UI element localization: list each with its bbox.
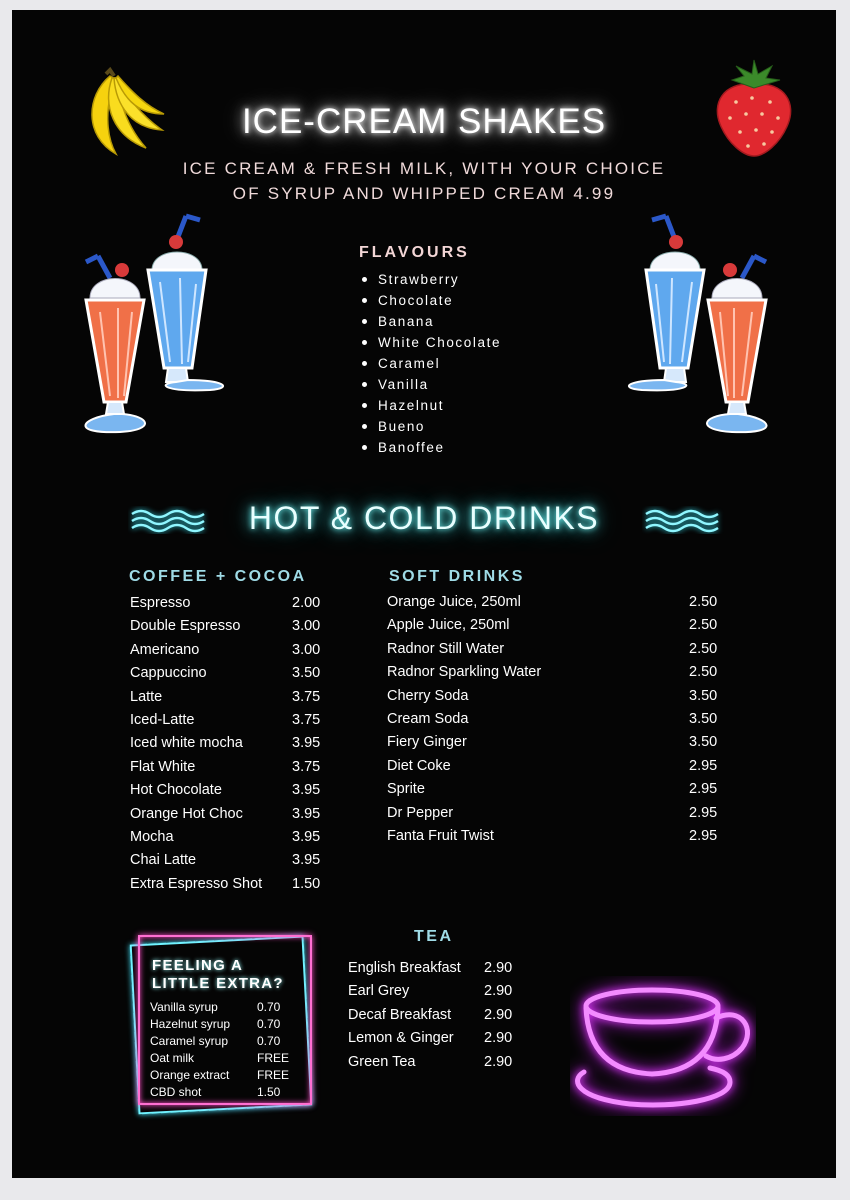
item-price: 3.75	[292, 688, 321, 705]
list-item	[130, 709, 330, 732]
coffee-list	[130, 592, 330, 902]
item-name: English Breakfast	[348, 960, 461, 976]
item-name: Fanta Fruit Twist	[387, 828, 494, 844]
item-price: 2.90	[484, 1053, 513, 1070]
list-item: White Chocolate	[360, 332, 501, 353]
item-price: 0.70	[257, 1000, 281, 1014]
list-item	[387, 778, 727, 801]
list-item: Strawberry	[360, 269, 501, 290]
list-item	[130, 826, 330, 849]
list-item	[150, 1033, 300, 1050]
list-item	[387, 591, 727, 614]
item-price: 3.00	[292, 618, 321, 635]
item-price: 2.90	[484, 1006, 513, 1023]
list-item	[130, 849, 330, 872]
item-price: 3.50	[689, 687, 718, 704]
item-name: Sprite	[387, 781, 425, 798]
item-price: 2.50	[689, 640, 718, 657]
item-price: 2.50	[689, 664, 718, 681]
item-price: 3.75	[292, 758, 321, 775]
neon-teacup-icon	[570, 976, 756, 1116]
subtitle-line-1: ICE CREAM & FRESH MILK, WITH YOUR CHOICE	[182, 159, 666, 178]
list-item	[387, 755, 727, 778]
item-price: 3.75	[292, 712, 321, 728]
item-name: Hazelnut syrup	[150, 1017, 231, 1031]
item-name: Oat milk	[150, 1051, 195, 1065]
shakes-subtitle	[12, 156, 836, 206]
item-price: 0.70	[257, 1034, 281, 1048]
item-name: Apple Juice, 250ml	[387, 617, 510, 634]
list-item	[150, 1067, 300, 1084]
subtitle-line-2: OF SYRUP AND WHIPPED CREAM 4.99	[232, 184, 616, 203]
item-price: 2.95	[689, 828, 718, 844]
item-name: Lemon & Ginger	[348, 1030, 454, 1047]
flavours-list	[360, 269, 501, 458]
item-name: Iced white mocha	[130, 735, 243, 752]
item-price: 3.00	[292, 641, 321, 658]
menu-sheet	[12, 10, 836, 1178]
item-price: 2.95	[689, 757, 718, 774]
list-item	[348, 1004, 528, 1027]
list-item	[130, 756, 330, 779]
item-price: 2.95	[689, 781, 718, 798]
item-price: 2.90	[484, 1030, 513, 1047]
item-price: 2.00	[292, 595, 321, 611]
extras-heading	[152, 957, 284, 993]
item-price: 1.50	[257, 1085, 281, 1099]
list-item	[387, 685, 727, 708]
list-item	[130, 779, 330, 802]
list-item	[348, 980, 528, 1003]
item-price: 3.95	[292, 805, 321, 822]
list-item	[130, 662, 330, 685]
item-name: Earl Grey	[348, 983, 410, 1000]
list-item	[150, 1050, 300, 1067]
milkshake-glass-icon	[60, 212, 238, 438]
list-item	[387, 661, 727, 684]
item-price: 2.95	[689, 804, 718, 821]
item-name: Extra Espresso Shot	[130, 875, 263, 892]
item-price: 3.95	[292, 735, 321, 752]
list-item	[348, 1027, 528, 1050]
item-name: Orange Juice, 250ml	[387, 594, 521, 610]
list-item	[130, 686, 330, 709]
item-name: Cherry Soda	[387, 687, 469, 704]
list-item: Hazelnut	[360, 395, 501, 416]
list-item: Caramel	[360, 353, 501, 374]
item-name: Espresso	[130, 595, 191, 611]
item-name: Caramel syrup	[150, 1034, 229, 1048]
list-item	[130, 639, 330, 662]
list-item	[348, 1051, 528, 1074]
list-item: Banana	[360, 311, 501, 332]
list-item	[387, 825, 727, 848]
shakes-title: ICE-CREAM SHAKES	[241, 102, 607, 141]
item-name: Chai Latte	[130, 852, 197, 869]
item-name: Fiery Ginger	[387, 734, 467, 751]
item-price: 3.50	[292, 665, 321, 682]
list-item	[130, 592, 330, 615]
milkshake-glass-icon-right	[614, 212, 792, 438]
item-name: Dr Pepper	[387, 804, 454, 821]
soft-drinks-list	[387, 591, 727, 851]
item-price: FREE	[257, 1068, 290, 1082]
item-price: 1.50	[292, 875, 321, 892]
item-price: 3.95	[292, 829, 321, 845]
item-name: Radnor Sparkling Water	[387, 664, 542, 681]
list-item: Bueno	[360, 416, 501, 437]
drinks-title: HOT & COLD DRINKS	[248, 500, 600, 536]
item-name: Flat White	[130, 758, 196, 775]
item-name: Iced-Latte	[130, 712, 195, 728]
item-name: Latte	[130, 688, 163, 705]
item-price: FREE	[257, 1051, 290, 1065]
item-name: Diet Coke	[387, 757, 451, 774]
item-name: Vanilla syrup	[150, 1000, 218, 1014]
item-price: 3.95	[292, 852, 321, 869]
flavours-heading: FLAVOURS	[359, 244, 470, 261]
item-name: CBD shot	[150, 1085, 202, 1099]
extras-heading-line-1: FEELING A	[152, 957, 244, 974]
item-name: Radnor Still Water	[387, 640, 505, 657]
item-name: Double Espresso	[130, 618, 241, 635]
list-item	[150, 1084, 300, 1101]
item-name: Orange extract	[150, 1068, 230, 1082]
tea-heading: TEA	[414, 928, 454, 945]
list-item	[348, 957, 528, 980]
list-item	[130, 803, 330, 826]
item-name: Hot Chocolate	[130, 782, 222, 799]
item-name: Cream Soda	[387, 711, 469, 727]
soft-drinks-heading: SOFT DRINKS	[389, 568, 525, 585]
extras-box	[138, 935, 320, 1107]
extras-heading-line-2: LITTLE EXTRA?	[152, 975, 284, 992]
list-item	[387, 708, 727, 731]
item-name: Decaf Breakfast	[348, 1006, 452, 1023]
list-item	[150, 999, 300, 1016]
item-name: Americano	[130, 641, 200, 658]
list-item	[130, 615, 330, 638]
list-item: Vanilla	[360, 374, 501, 395]
tea-list	[348, 957, 528, 1077]
list-item	[387, 614, 727, 637]
item-price: 0.70	[257, 1017, 281, 1031]
item-price: 2.90	[484, 983, 513, 1000]
list-item	[130, 732, 330, 755]
item-name: Cappuccino	[130, 665, 207, 682]
item-price: 3.50	[689, 734, 718, 751]
item-name: Mocha	[130, 829, 174, 845]
list-item	[130, 873, 330, 896]
item-name: Green Tea	[348, 1053, 416, 1070]
coffee-heading: COFFEE + COCOA	[129, 568, 307, 585]
item-price: 2.90	[484, 960, 513, 976]
list-item: Chocolate	[360, 290, 501, 311]
list-item	[387, 802, 727, 825]
list-item	[387, 638, 727, 661]
list-item	[150, 1016, 300, 1033]
item-price: 3.95	[292, 782, 321, 799]
item-price: 2.50	[689, 617, 718, 634]
list-item	[387, 731, 727, 754]
list-item: Banoffee	[360, 437, 501, 458]
item-price: 3.50	[689, 711, 718, 727]
item-name: Orange Hot Choc	[130, 805, 243, 822]
item-price: 2.50	[689, 594, 718, 610]
